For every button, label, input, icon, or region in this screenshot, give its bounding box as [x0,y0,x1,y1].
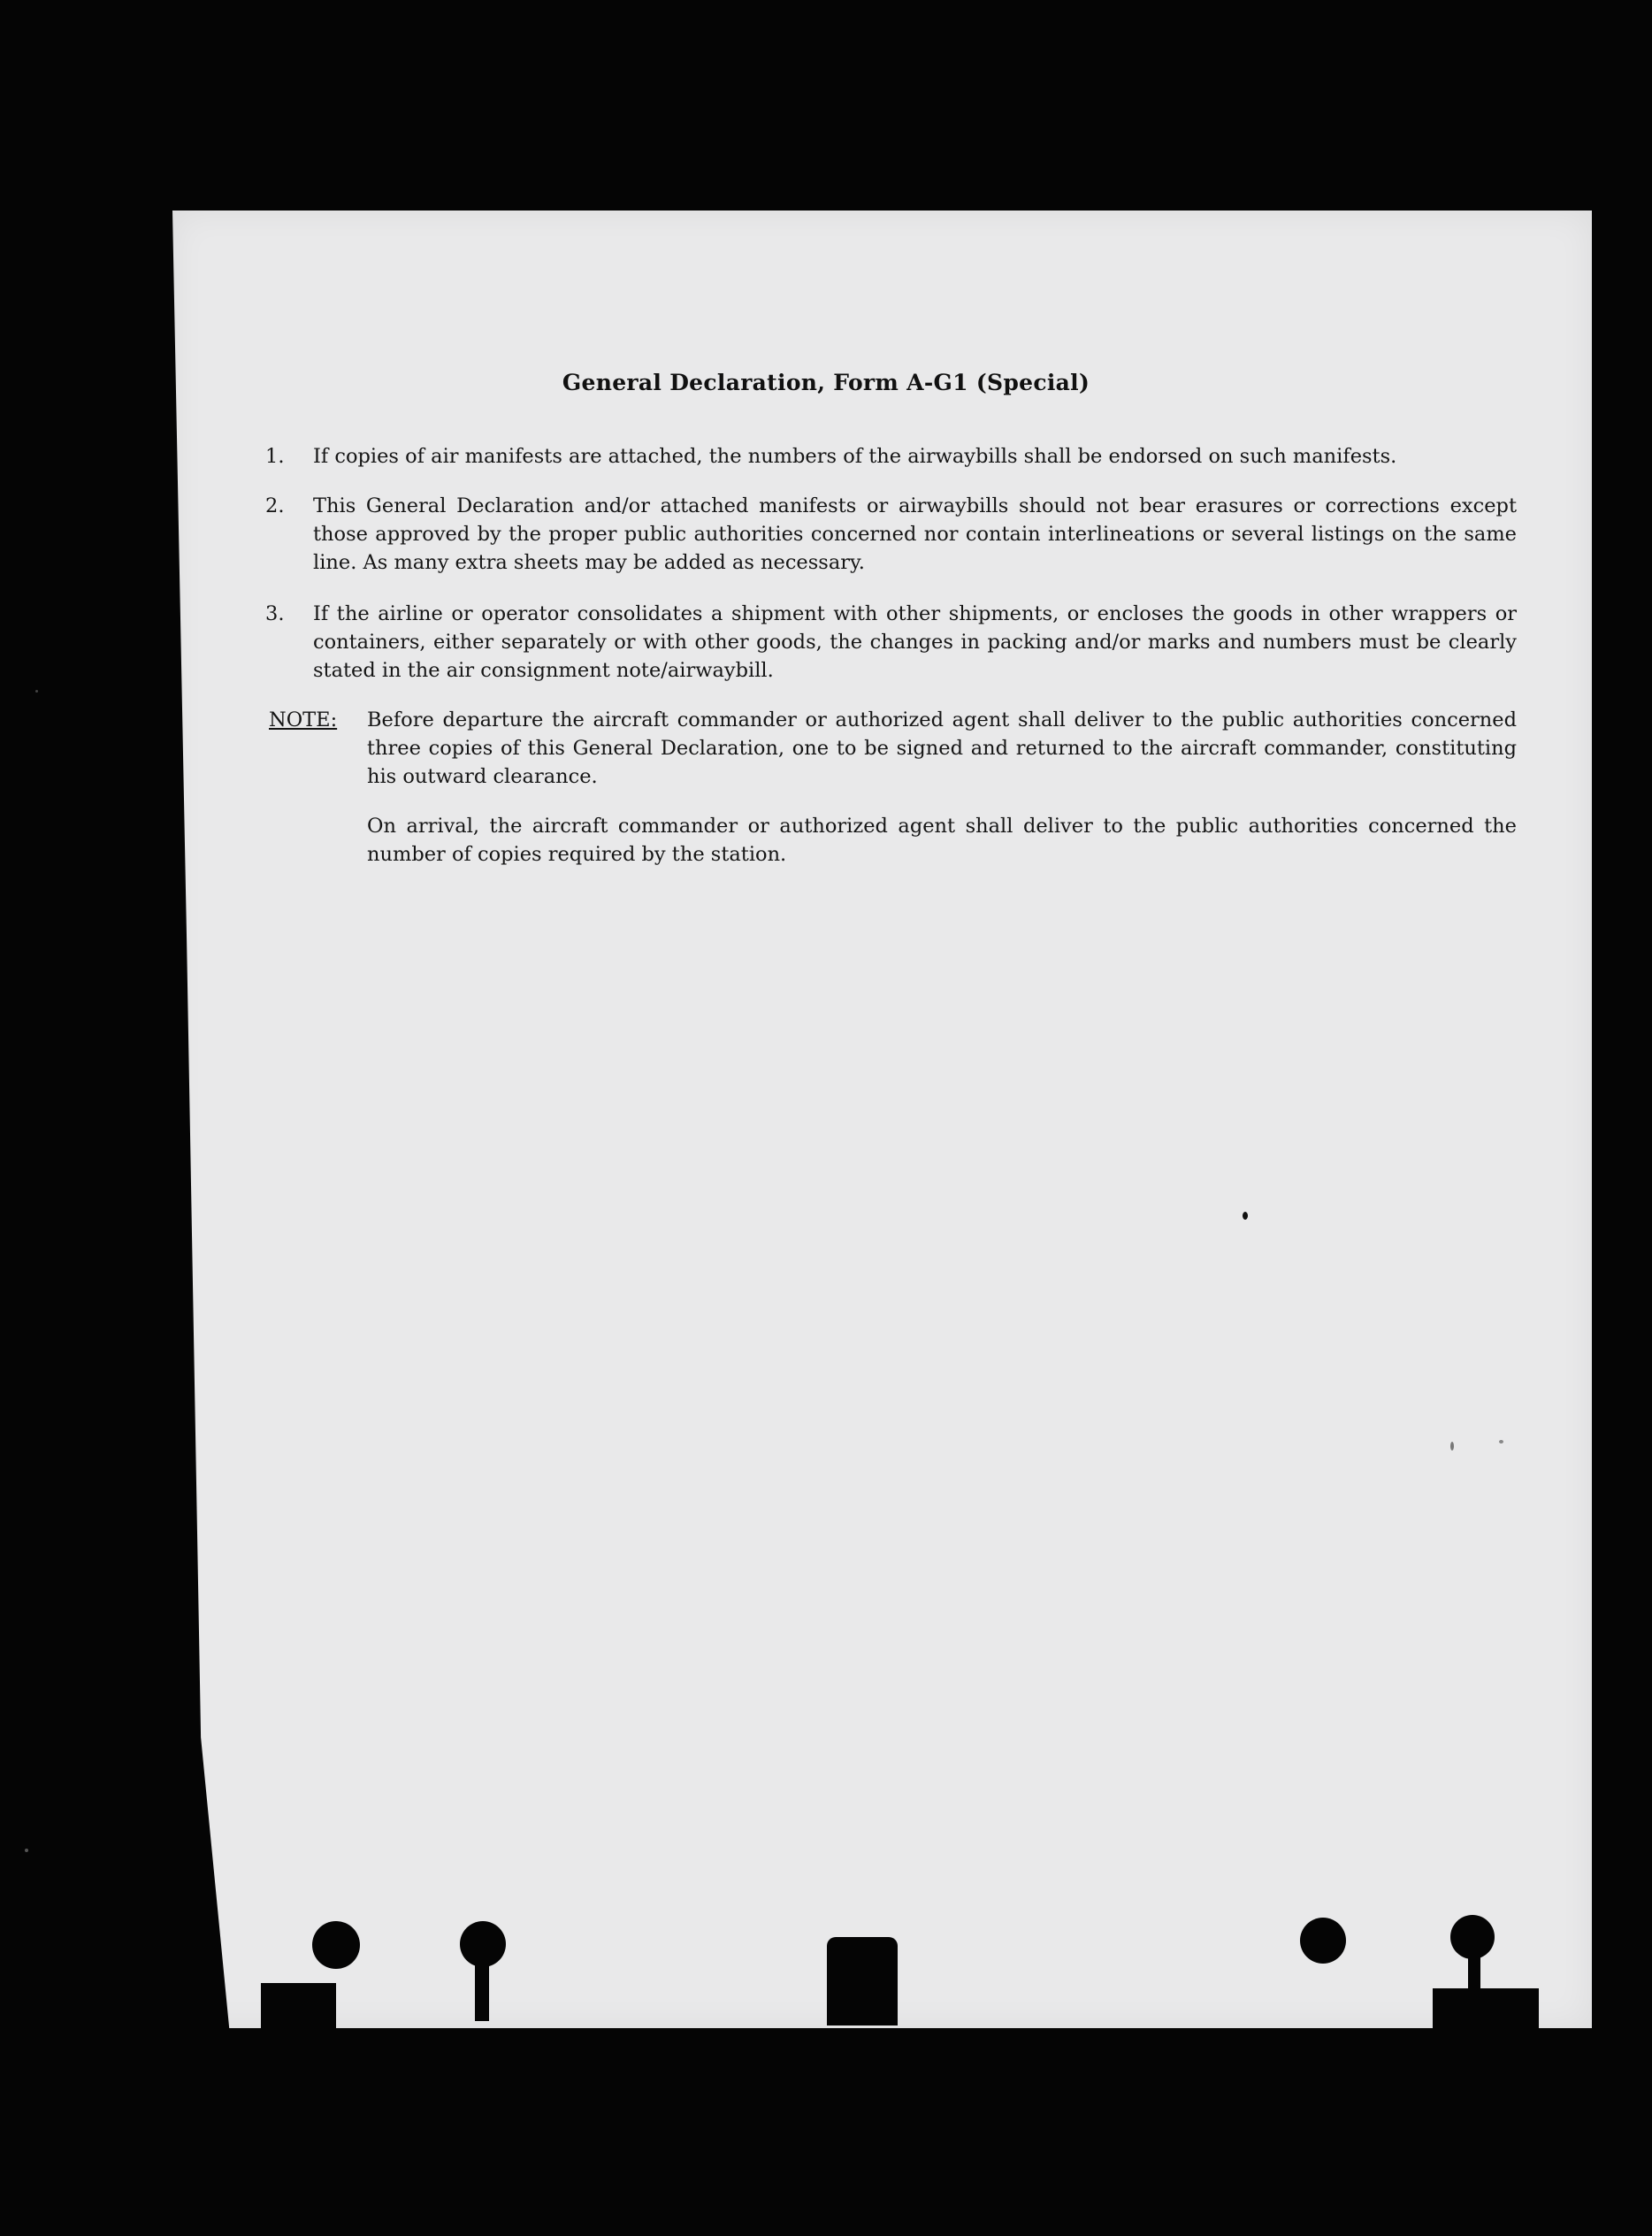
torn-tab [827,1937,898,2025]
dust-speck [35,690,38,693]
list-item [265,492,1517,577]
torn-tab [1433,1988,1539,2028]
ink-speck [1499,1440,1503,1443]
item-number: 3. [265,602,285,625]
item-text: If copies of air manifests are attached, the numbers of the airwaybills shall be endorsed on such manifests. [313,445,1397,468]
dust-speck [25,1849,28,1852]
item-text: This General Declaration and/or attached manifests or airwaybills should not bear erasures or corrections except those approved by the proper public authorities concerned nor contain interlineations or several listings on the same line. As many extra sheets may be added as necessary. [313,494,1517,574]
note-paragraph: Before departure the aircraft commander or authorized agent shall deliver to the public authorities concerned three copies of this General Declaration, one to be signed and returned to the aircraft commander, constituting his outward clearance. [367,708,1517,788]
binder-hole [312,1921,360,1969]
note-label: NOTE: [269,708,338,731]
item-text: If the airline or operator consolidates a shipment with other shipments, or encloses the goods in other wrappers or containers, either separately or with other goods, the changes in packing and/or marks and numbers must be clearly stated in the air consignment note/airwaybill. [313,602,1517,682]
ink-speck [1450,1442,1454,1451]
item-number: 1. [265,445,285,468]
torn-tab [475,1959,489,2021]
note-paragraph: On arrival, the aircraft commander or authorized agent shall deliver to the public authorities concerned the number of copies required by the station. [367,815,1517,866]
paper-sheet [172,211,1592,2028]
list-item [265,442,1517,471]
item-number: 2. [265,494,285,517]
document-title: General Declaration, Form A-G1 (Special) [562,370,1090,395]
binder-hole [1300,1918,1346,1964]
torn-tab [261,1983,336,2032]
ink-speck [1243,1212,1248,1220]
list-item [265,600,1517,685]
